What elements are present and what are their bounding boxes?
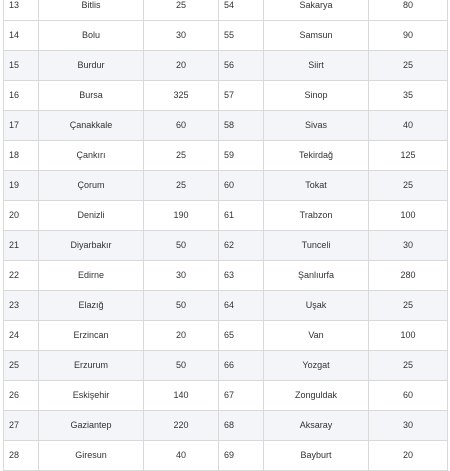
row-number-right: 65 bbox=[219, 321, 264, 351]
province-value-right: 100 bbox=[369, 201, 448, 231]
row-number-left: 18 bbox=[4, 141, 39, 171]
province-value-right: 40 bbox=[369, 111, 448, 141]
table-row bbox=[4, 411, 448, 441]
row-number-right: 54 bbox=[219, 0, 264, 21]
table-row bbox=[4, 351, 448, 381]
table-row bbox=[4, 111, 448, 141]
province-table-container bbox=[3, 0, 447, 471]
table-row bbox=[4, 51, 448, 81]
province-name-left: Bursa bbox=[39, 81, 144, 111]
province-value-left: 50 bbox=[144, 291, 219, 321]
table-row bbox=[4, 21, 448, 51]
province-name-right: Yozgat bbox=[264, 351, 369, 381]
province-value-left: 50 bbox=[144, 231, 219, 261]
province-value-right: 100 bbox=[369, 321, 448, 351]
table-row bbox=[4, 141, 448, 171]
province-name-left: Erzurum bbox=[39, 351, 144, 381]
row-number-left: 19 bbox=[4, 171, 39, 201]
table-row bbox=[4, 201, 448, 231]
row-number-right: 69 bbox=[219, 441, 264, 471]
province-name-right: Zonguldak bbox=[264, 381, 369, 411]
province-value-right: 60 bbox=[369, 381, 448, 411]
province-name-left: Çankırı bbox=[39, 141, 144, 171]
province-table bbox=[3, 0, 448, 471]
province-value-left: 50 bbox=[144, 351, 219, 381]
table-row bbox=[4, 291, 448, 321]
row-number-right: 66 bbox=[219, 351, 264, 381]
province-name-left: Burdur bbox=[39, 51, 144, 81]
row-number-right: 68 bbox=[219, 411, 264, 441]
province-value-left: 25 bbox=[144, 0, 219, 21]
row-number-right: 56 bbox=[219, 51, 264, 81]
province-name-right: Bayburt bbox=[264, 441, 369, 471]
province-name-right: Sivas bbox=[264, 111, 369, 141]
row-number-left: 20 bbox=[4, 201, 39, 231]
province-name-right: Şanlıurfa bbox=[264, 261, 369, 291]
province-value-right: 280 bbox=[369, 261, 448, 291]
table-row bbox=[4, 231, 448, 261]
province-value-right: 25 bbox=[369, 51, 448, 81]
province-name-left: Elazığ bbox=[39, 291, 144, 321]
table-row bbox=[4, 261, 448, 291]
row-number-left: 17 bbox=[4, 111, 39, 141]
province-value-left: 40 bbox=[144, 441, 219, 471]
province-value-right: 25 bbox=[369, 351, 448, 381]
province-value-left: 190 bbox=[144, 201, 219, 231]
province-name-right: Sakarya bbox=[264, 0, 369, 21]
province-value-right: 25 bbox=[369, 291, 448, 321]
province-value-left: 220 bbox=[144, 411, 219, 441]
province-name-left: Bolu bbox=[39, 21, 144, 51]
row-number-right: 61 bbox=[219, 201, 264, 231]
row-number-left: 28 bbox=[4, 441, 39, 471]
province-name-left: Çanakkale bbox=[39, 111, 144, 141]
row-number-left: 23 bbox=[4, 291, 39, 321]
province-value-left: 25 bbox=[144, 171, 219, 201]
province-name-right: Van bbox=[264, 321, 369, 351]
province-value-right: 35 bbox=[369, 81, 448, 111]
province-value-right: 25 bbox=[369, 171, 448, 201]
row-number-right: 59 bbox=[219, 141, 264, 171]
province-name-left: Gaziantep bbox=[39, 411, 144, 441]
row-number-left: 22 bbox=[4, 261, 39, 291]
row-number-left: 27 bbox=[4, 411, 39, 441]
province-value-left: 60 bbox=[144, 111, 219, 141]
table-row bbox=[4, 81, 448, 111]
province-name-right: Siirt bbox=[264, 51, 369, 81]
row-number-left: 16 bbox=[4, 81, 39, 111]
province-value-left: 20 bbox=[144, 321, 219, 351]
province-table-body bbox=[4, 0, 448, 471]
province-value-right: 30 bbox=[369, 411, 448, 441]
province-name-left: Bitlis bbox=[39, 0, 144, 21]
province-value-left: 30 bbox=[144, 21, 219, 51]
province-name-left: Diyarbakır bbox=[39, 231, 144, 261]
province-name-left: Erzincan bbox=[39, 321, 144, 351]
province-name-right: Aksaray bbox=[264, 411, 369, 441]
province-value-right: 80 bbox=[369, 0, 448, 21]
province-name-right: Sinop bbox=[264, 81, 369, 111]
row-number-right: 60 bbox=[219, 171, 264, 201]
province-value-left: 140 bbox=[144, 381, 219, 411]
province-name-left: Çorum bbox=[39, 171, 144, 201]
province-name-left: Edirne bbox=[39, 261, 144, 291]
province-value-right: 20 bbox=[369, 441, 448, 471]
province-value-left: 20 bbox=[144, 51, 219, 81]
table-row bbox=[4, 171, 448, 201]
row-number-left: 26 bbox=[4, 381, 39, 411]
province-name-left: Giresun bbox=[39, 441, 144, 471]
province-name-right: Tekirdağ bbox=[264, 141, 369, 171]
row-number-left: 13 bbox=[4, 0, 39, 21]
province-value-left: 25 bbox=[144, 141, 219, 171]
province-name-left: Denizli bbox=[39, 201, 144, 231]
table-row bbox=[4, 0, 448, 21]
row-number-right: 55 bbox=[219, 21, 264, 51]
province-name-right: Uşak bbox=[264, 291, 369, 321]
row-number-left: 25 bbox=[4, 351, 39, 381]
row-number-right: 64 bbox=[219, 291, 264, 321]
row-number-right: 67 bbox=[219, 381, 264, 411]
row-number-left: 24 bbox=[4, 321, 39, 351]
province-name-right: Tokat bbox=[264, 171, 369, 201]
table-row bbox=[4, 321, 448, 351]
row-number-right: 58 bbox=[219, 111, 264, 141]
province-value-right: 90 bbox=[369, 21, 448, 51]
row-number-right: 63 bbox=[219, 261, 264, 291]
province-name-right: Samsun bbox=[264, 21, 369, 51]
province-value-right: 125 bbox=[369, 141, 448, 171]
province-name-right: Tunceli bbox=[264, 231, 369, 261]
row-number-left: 21 bbox=[4, 231, 39, 261]
table-row bbox=[4, 381, 448, 411]
province-name-left: Eskişehir bbox=[39, 381, 144, 411]
province-value-left: 30 bbox=[144, 261, 219, 291]
row-number-left: 15 bbox=[4, 51, 39, 81]
row-number-right: 57 bbox=[219, 81, 264, 111]
row-number-right: 62 bbox=[219, 231, 264, 261]
province-value-right: 30 bbox=[369, 231, 448, 261]
province-value-left: 325 bbox=[144, 81, 219, 111]
province-name-right: Trabzon bbox=[264, 201, 369, 231]
row-number-left: 14 bbox=[4, 21, 39, 51]
